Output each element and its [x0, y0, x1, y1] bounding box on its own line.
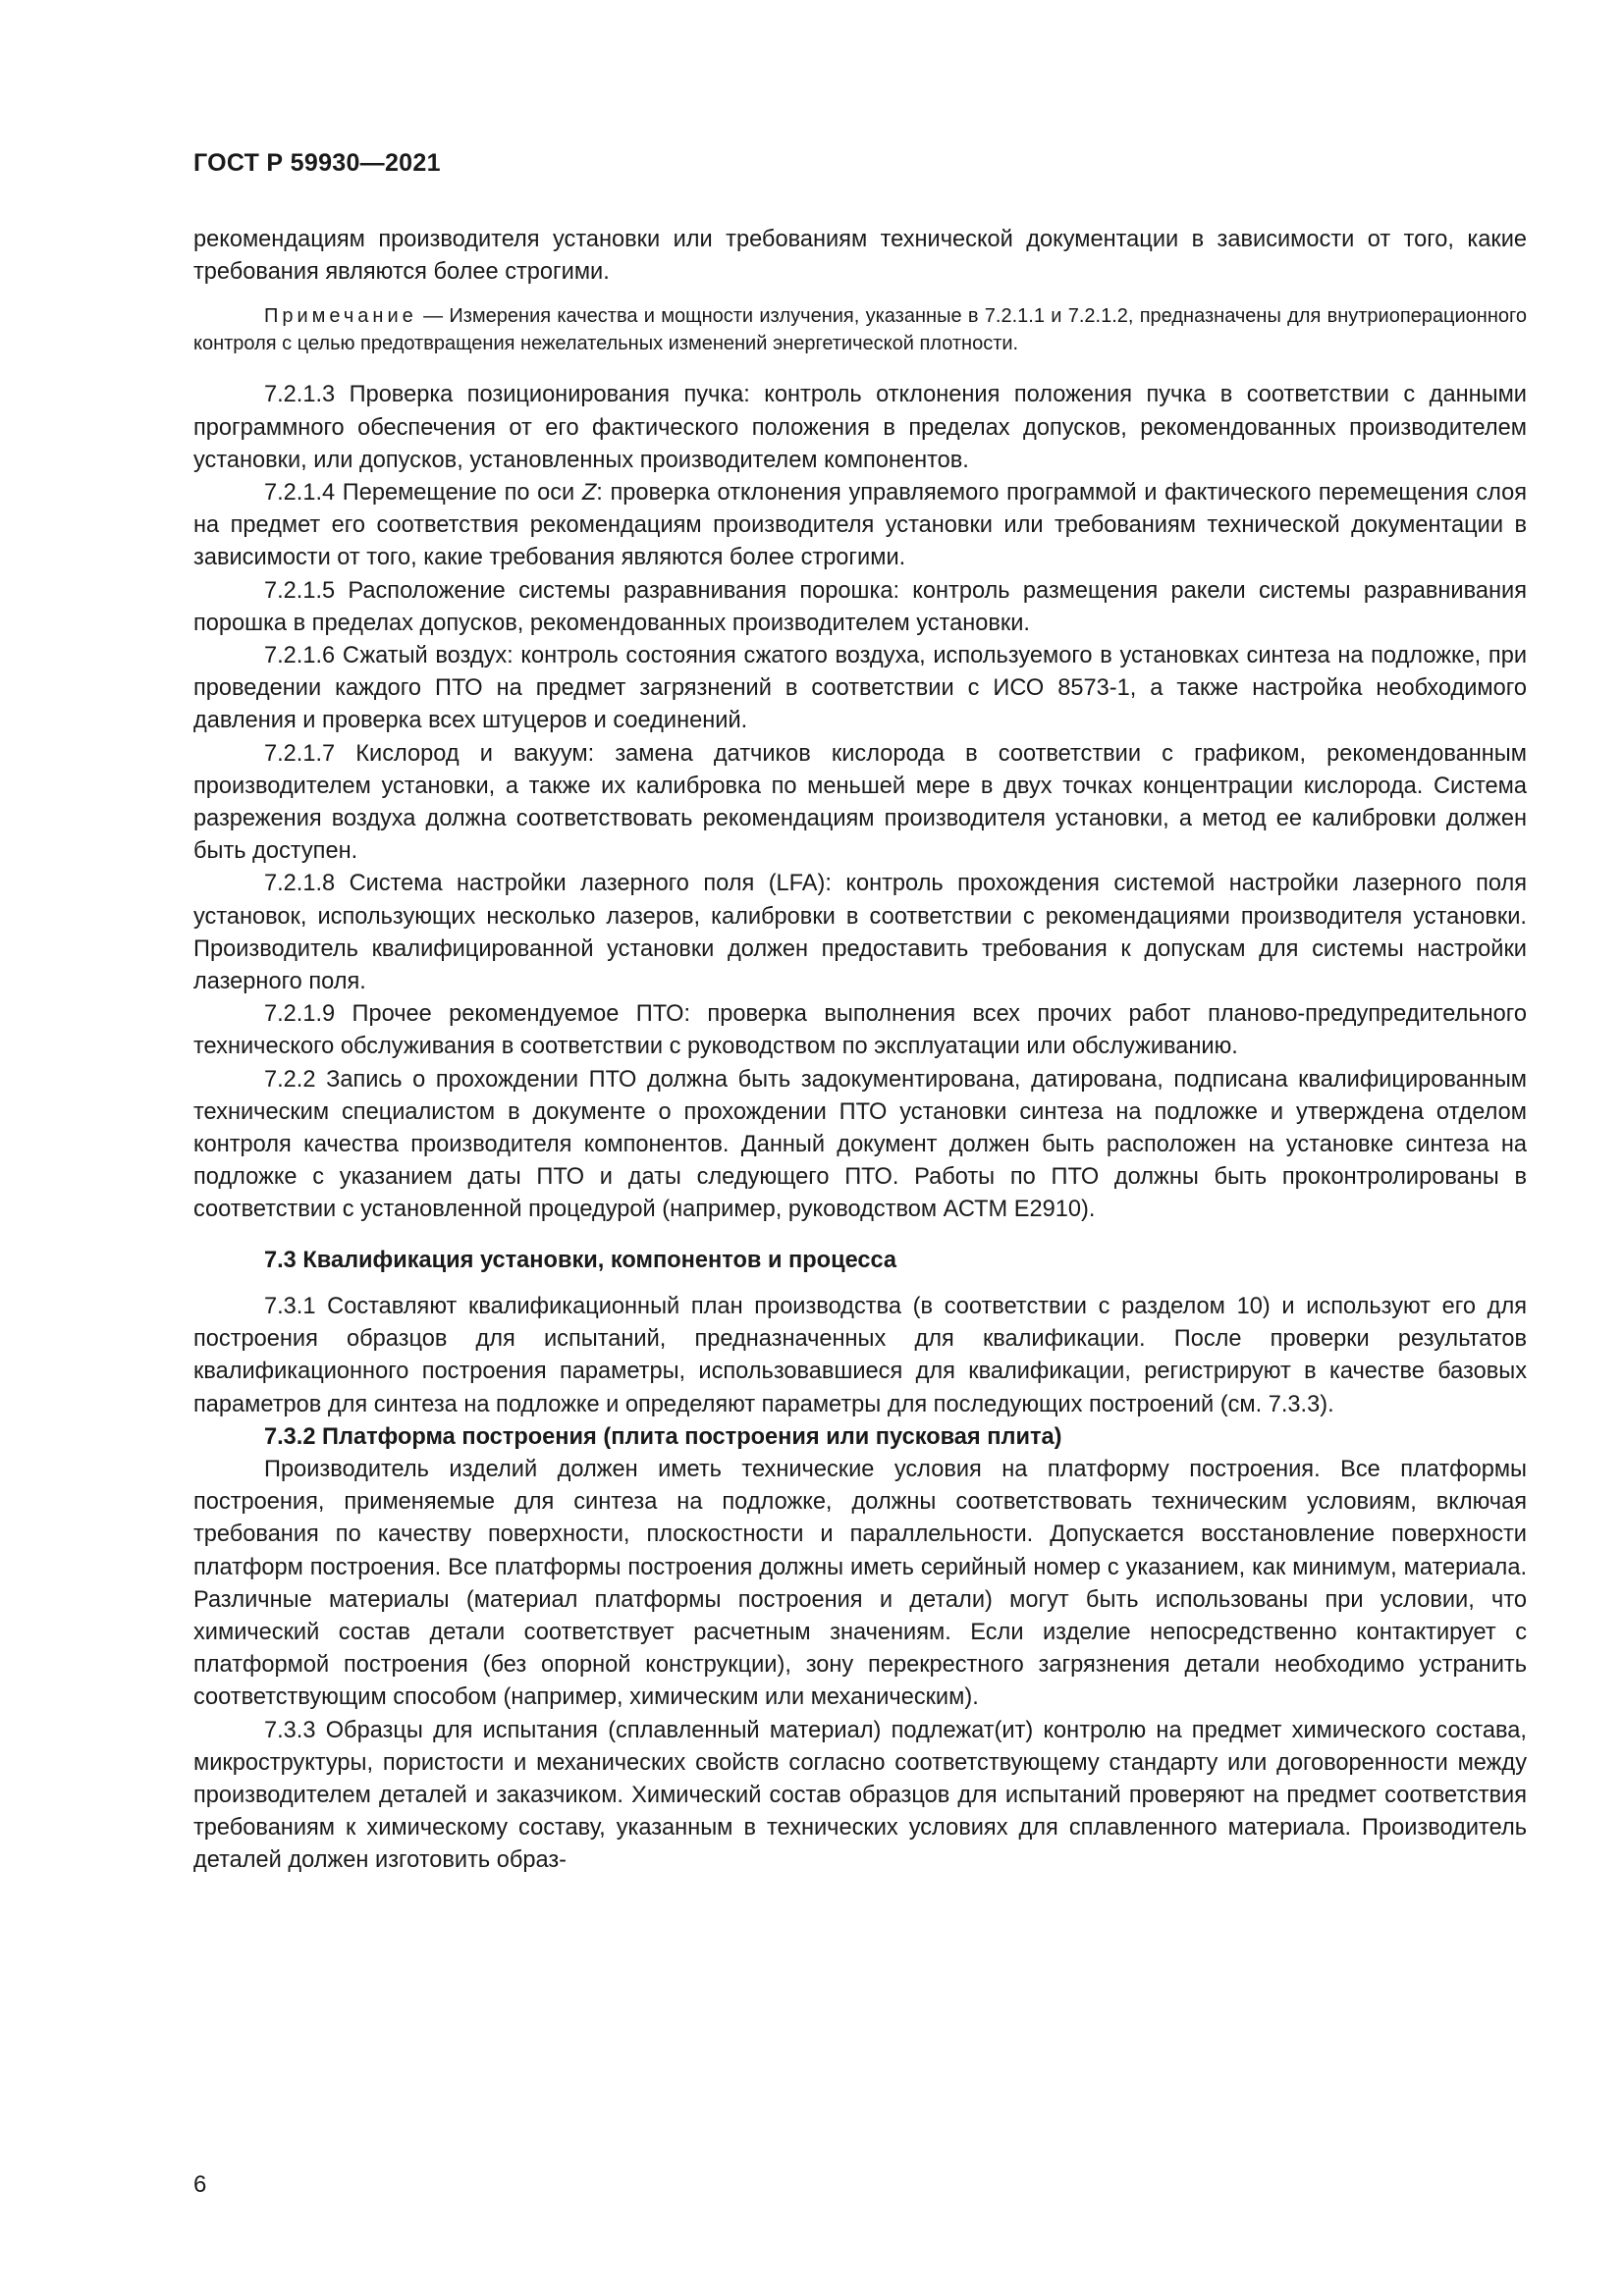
paragraph-7215: 7.2.1.5 Расположение системы разравнивания порошка: контроль размещения ракели системы разравнивания порошка в пределах допусков, рекомендованных производителем установки. — [193, 577, 1527, 636]
subsection-heading-732: 7.3.2 Платформа построения (плита построения или пусковая плита) — [264, 1423, 1062, 1450]
paragraph-7218: 7.2.1.8 Система настройки лазерного поля (LFA): контроль прохождения системой настройки лазерного поля установок, использующих несколько лазеров, калибровки в соответствии с рекомендациями производителя установки. Производитель квалифицированной установки должен предоставить требования к допускам для системы настройки лазерного поля. — [193, 871, 1527, 995]
axis-z-label: Z — [581, 480, 597, 507]
paragraph-7214 — [193, 477, 1527, 575]
section-heading-73: 7.3 Квалификация установки, компонентов и процесса — [264, 1247, 897, 1273]
paragraph-7217: 7.2.1.7 Кислород и вакуум: замена датчиков кислорода в соответствии с графиком, рекомендованным производителем установки, а также их калибровка по меньшей мере в двух точках концентрации кислорода. Система разрежения воздуха должна соответствовать рекомендациям производителя установки, а метод ее калибровки должен быть доступен. — [193, 740, 1527, 865]
paragraph-731: 7.3.1 Составляют квалификационный план производства (в соответствии с разделом 10) и используют его для построения образцов для испытаний, предназначенных для квалификации. После проверки результатов квалификационного построения параметры, использовавшиеся для квалификации, регистрируют в качестве базовых параметров для синтеза на подложке и определяют параметры для последующих построений (см. 7.3.3). — [193, 1293, 1527, 1417]
document-body — [193, 224, 1527, 1878]
paragraph-7216: 7.2.1.6 Сжатый воздух: контроль состояния сжатого воздуха, используемого в установках синтеза на подложке, при проведении каждого ПТО на предмет загрязнений в соответствии с ИСО 8573-1, а также настройка необходимого давления и проверка всех штуцеров и соединений. — [193, 643, 1527, 734]
page-number: 6 — [193, 2171, 207, 2198]
note-paragraph — [193, 302, 1527, 357]
note-label: Примечание — [264, 305, 417, 328]
paragraph-732: Производитель изделий должен иметь технические условия на платформу построения. Все платформы построения, применяемые для синтеза на подложке, должны соответствовать техническим условиям, включая требования по качеству поверхности, плоскостности и параллельности. Допускается восстановление поверхности платформ построения. Все платформы построения должны иметь серийный номер с указанием, как минимум, материала. Различные материалы (материал платформы построения и детали) могут быть использованы при условии, что химический состав детали соответствует расчетным значениям. Если изделие непосредственно контактирует с платформой построения (без опорной конструкции), зону перекрестного загрязнения детали необходимо устранить соответствующим способом (например, химическим или механическим). — [193, 1456, 1527, 1711]
note-text: — Измерения качества и мощности излучения, указанные в 7.2.1.1 и 7.2.1.2, предназначены для внутриоперационного контроля с целью предотвращения нежелательных изменений энергетической плотности. — [193, 305, 1527, 355]
paragraph-7214-start: 7.2.1.4 Перемещение по оси — [264, 480, 582, 507]
document-header: ГОСТ Р 59930—2021 — [193, 149, 441, 177]
paragraph-7213: 7.2.1.3 Проверка позиционирования пучка: контроль отклонения положения пучка в соответствии с данными программного обеспечения от его фактического положения в пределах допусков, рекомендованных производителем установки, или допусков, установленных производителем компонентов. — [193, 382, 1527, 473]
paragraph-722: 7.2.2 Запись о прохождении ПТО должна быть задокументирована, датирована, подписана квалифицированным техническим специалистом в документе о прохождении ПТО установки синтеза на подложке и утверждена отделом контроля качества производителя компонентов. Данный документ должен быть расположен на установке синтеза на подложке с указанием даты ПТО и даты следующего ПТО. Работы по ПТО должны быть проконтролированы в соответствии с установленной процедурой (например, руководством АСТМ Е2910). — [193, 1066, 1527, 1223]
paragraph-7219: 7.2.1.9 Прочее рекомендуемое ПТО: проверка выполнения всех прочих работ планово-предупредительного технического обслуживания в соответствии с руководством по эксплуатации или обслуживанию. — [193, 1001, 1527, 1060]
paragraph-733: 7.3.3 Образцы для испытания (сплавленный материал) подлежат(ит) контролю на предмет химического состава, микроструктуры, пористости и механических свойств согласно соответствующему стандарту или договоренности между производителем деталей и заказчиком. Химический состав образцов для испытаний проверяют на предмет соответствия требованиям к химическому составу, указанным в технических условиях для сплавленного материала. Производитель деталей должен изготовить образ- — [193, 1717, 1527, 1874]
paragraph-continuation: рекомендациям производителя установки или требованиям технической документации в зависимости от того, какие требования являются более строгими. — [193, 227, 1527, 286]
paragraph-7214-rest: : проверка отклонения управляемого программой и фактического перемещения слоя на предмет его соответствия рекомендациям производителя установки или требованиям технической документации в зависимости от того, какие требования являются более строгими. — [193, 480, 1527, 571]
